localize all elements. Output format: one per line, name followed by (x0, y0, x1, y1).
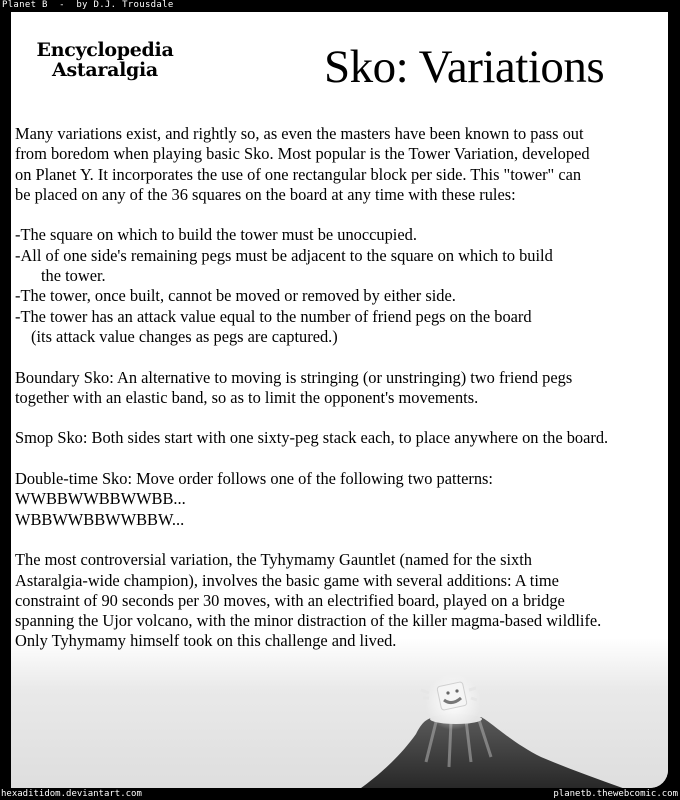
rule-2-continued: the tower. (41, 266, 106, 286)
intro-line: on Planet Y. It incorporates the use of one rectangular block per side. This "tower" can (15, 164, 582, 184)
spacer (15, 347, 668, 367)
rule-2: -All of one side's remaining pegs must be adjacent to the square on which to build (15, 245, 553, 265)
comic-panel (11, 12, 668, 788)
boundary-sko-line: Boundary Sko: An alternative to moving is stringing (or unstringing) two friend pegs (15, 367, 573, 387)
double-time-pattern-2: WBBWWBBWWBBW... (15, 509, 185, 529)
gauntlet-line: Only Tyhymamy himself took on this challenge and lived. (15, 631, 397, 651)
boundary-sko-line: together with an elastic band, so as to limit the opponent's movements. (15, 387, 479, 407)
encyclopedia-masthead (19, 40, 191, 80)
gauntlet-line: constraint of 90 seconds per 30 moves, with an electrified board, played on a bridge (15, 590, 565, 610)
article-body (15, 124, 668, 652)
volcano-illustration (341, 662, 668, 788)
gauntlet-line: The most controversial variation, the Tyhymamy Gauntlet (named for the sixth (15, 550, 533, 570)
volcano-mountain (341, 717, 661, 788)
masthead-line-2: Astaralgia (52, 59, 158, 81)
rule-4-continued: (its attack value changes as pegs are captured.) (31, 326, 338, 346)
magma-creature-icon (437, 682, 467, 711)
double-time-sko-line: Double-time Sko: Move order follows one of the following two patterns: (15, 469, 493, 489)
gauntlet-line: spanning the Ujor volcano, with the minor distraction of the killer magma-based wildlife. (15, 611, 602, 631)
page-title: Sko: Variations (324, 41, 605, 93)
spacer (15, 408, 668, 428)
gauntlet-line: Astaralgia-wide champion), involves the basic game with several additions: A time (15, 570, 559, 590)
top-credit: Planet B - by D.J. Trousdale (2, 0, 174, 10)
intro-line: Many variations exist, and rightly so, as even the masters have been known to pass out (15, 124, 584, 143)
spacer (15, 449, 668, 469)
intro-line: be placed on any of the 36 squares on the board at any time with these rules: (15, 184, 516, 204)
smop-sko-line: Smop Sko: Both sides start with one sixty-peg stack each, to place anywhere on the board. (15, 428, 609, 448)
spacer (15, 530, 668, 550)
rule-3: -The tower, once built, cannot be moved or removed by either side. (15, 286, 456, 306)
double-time-pattern-1: WWBBWWBBWWBB... (15, 489, 186, 509)
bottom-right-credit: planetb.thewebcomic.com (553, 789, 678, 799)
rule-1: -The square on which to build the tower must be unoccupied. (15, 225, 417, 245)
masthead-line-1: Encyclopedia (36, 39, 174, 61)
spacer (15, 205, 668, 225)
bottom-left-credit: hexaditidom.deviantart.com (1, 789, 142, 799)
intro-line: from boredom when playing basic Sko. Most popular is the Tower Variation, developed (15, 144, 590, 164)
rule-4: -The tower has an attack value equal to the number of friend pegs on the board (15, 306, 532, 326)
